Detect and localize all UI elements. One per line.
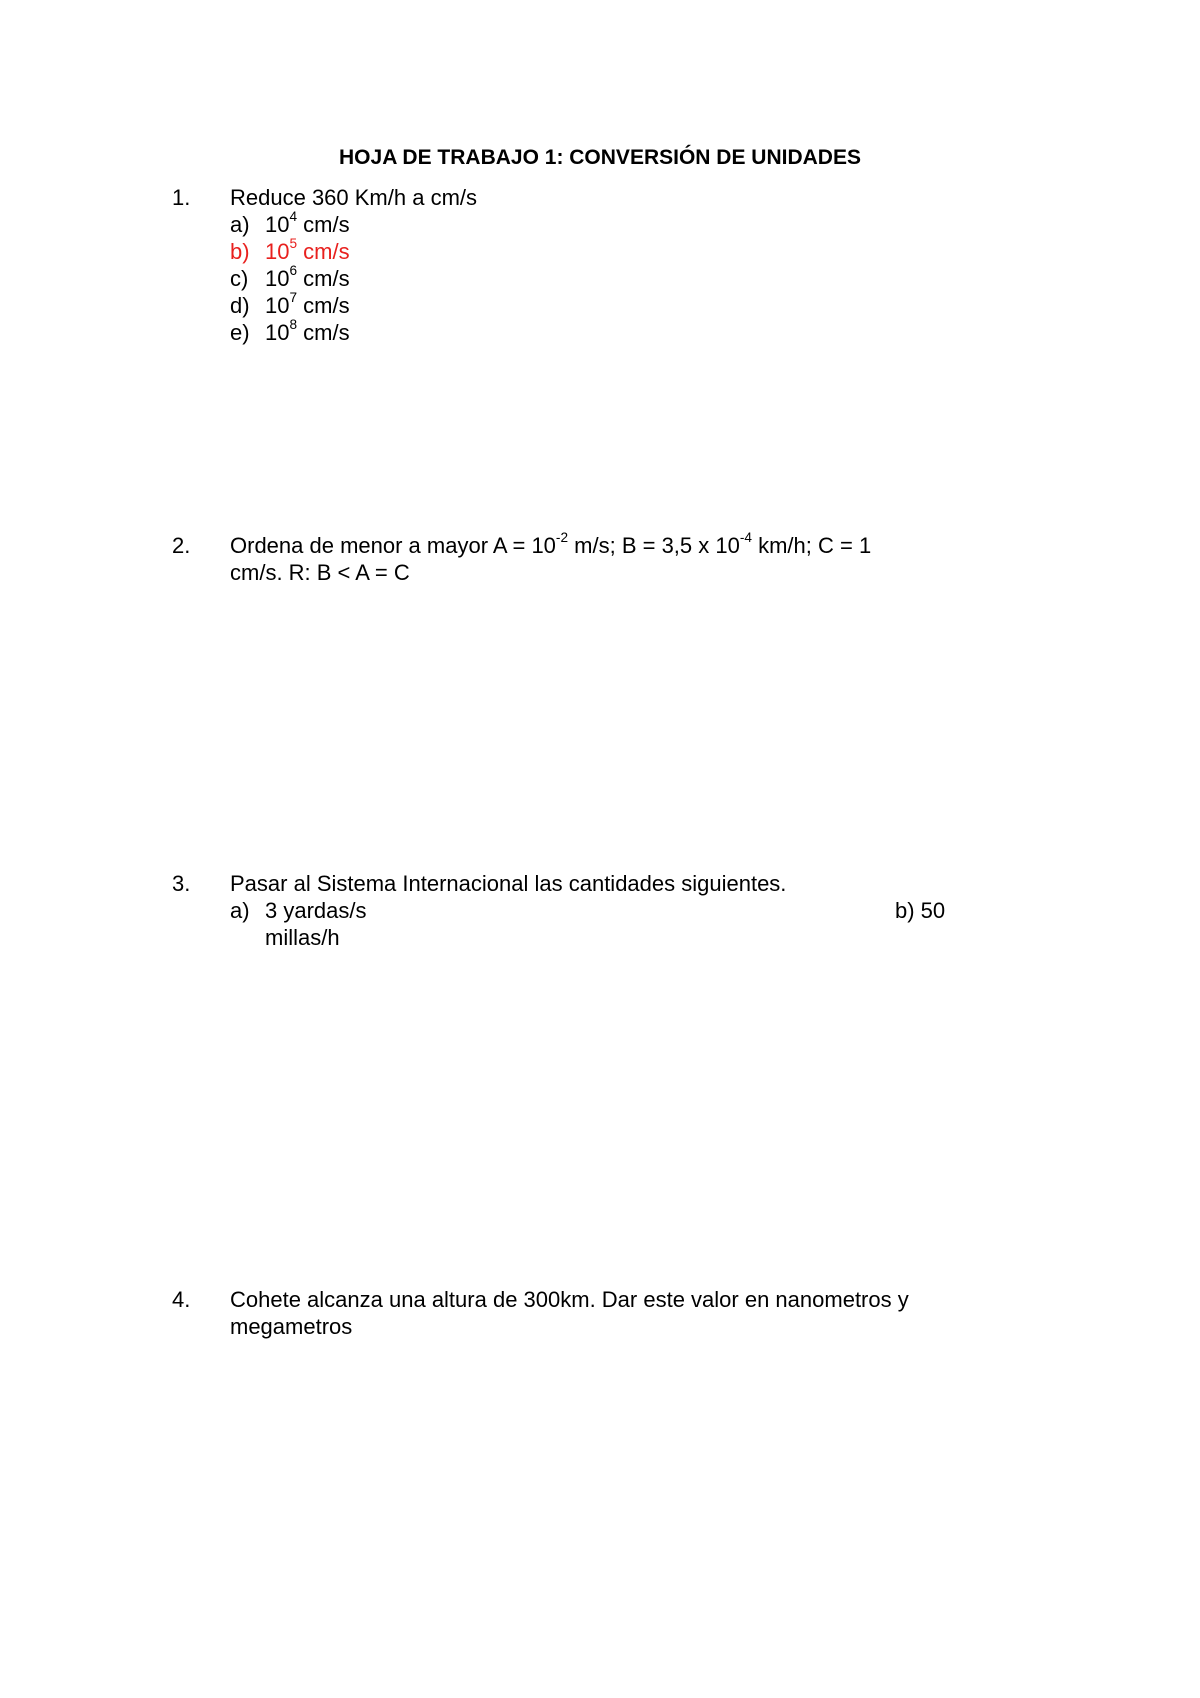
question-text-line-2: megametros (230, 1314, 353, 1339)
option-b-text: b) 50 (895, 898, 946, 923)
question-text: Reduce 360 Km/h a cm/s (230, 185, 478, 210)
question-number: 3. (172, 871, 191, 896)
option-b-continuation: millas/h (265, 925, 340, 950)
option-c (230, 262, 990, 292)
option-text: $10^4$ cm/s (265, 208, 350, 237)
option-letter: e) (230, 320, 250, 345)
sub-items (230, 897, 990, 951)
option-text: $10^7$ cm/s (265, 289, 350, 318)
option-text: $10^8$ cm/s (265, 316, 350, 345)
option-letter: a) (230, 898, 250, 923)
question-number: 4. (172, 1287, 191, 1312)
page-title: HOJA DE TRABAJO 1: CONVERSIÓN DE UNIDADES (339, 146, 861, 169)
option-letter: d) (230, 293, 250, 318)
option-b-correct (230, 235, 990, 265)
question-text-line-2: cm/s. R: B < A = C (230, 560, 410, 585)
option-a-text: 3 yardas/s (265, 898, 367, 923)
question-text-line-1: Cohete alcanza una altura de 300km. Dar este valor en nanometros y (230, 1287, 909, 1312)
option-d (230, 289, 990, 319)
question-text: Pasar al Sistema Internacional las cantidades siguientes. (230, 871, 787, 896)
option-letter: a) (230, 212, 250, 237)
option-letter: c) (230, 266, 249, 291)
option-text: $10^6$ cm/s (265, 262, 350, 291)
option-e (230, 316, 990, 346)
question-number: 2. (172, 533, 191, 558)
option-text: $10^5$ cm/s (265, 235, 350, 264)
question-number: 1. (172, 185, 191, 210)
option-letter: b) (230, 239, 250, 264)
question-text-line-1: Ordena de menor a mayor $A = 10^{-2}$ m/s; B = 3,5 x $10^{-4}$ km/h; C = 1 (230, 529, 872, 558)
option-a (230, 208, 990, 238)
